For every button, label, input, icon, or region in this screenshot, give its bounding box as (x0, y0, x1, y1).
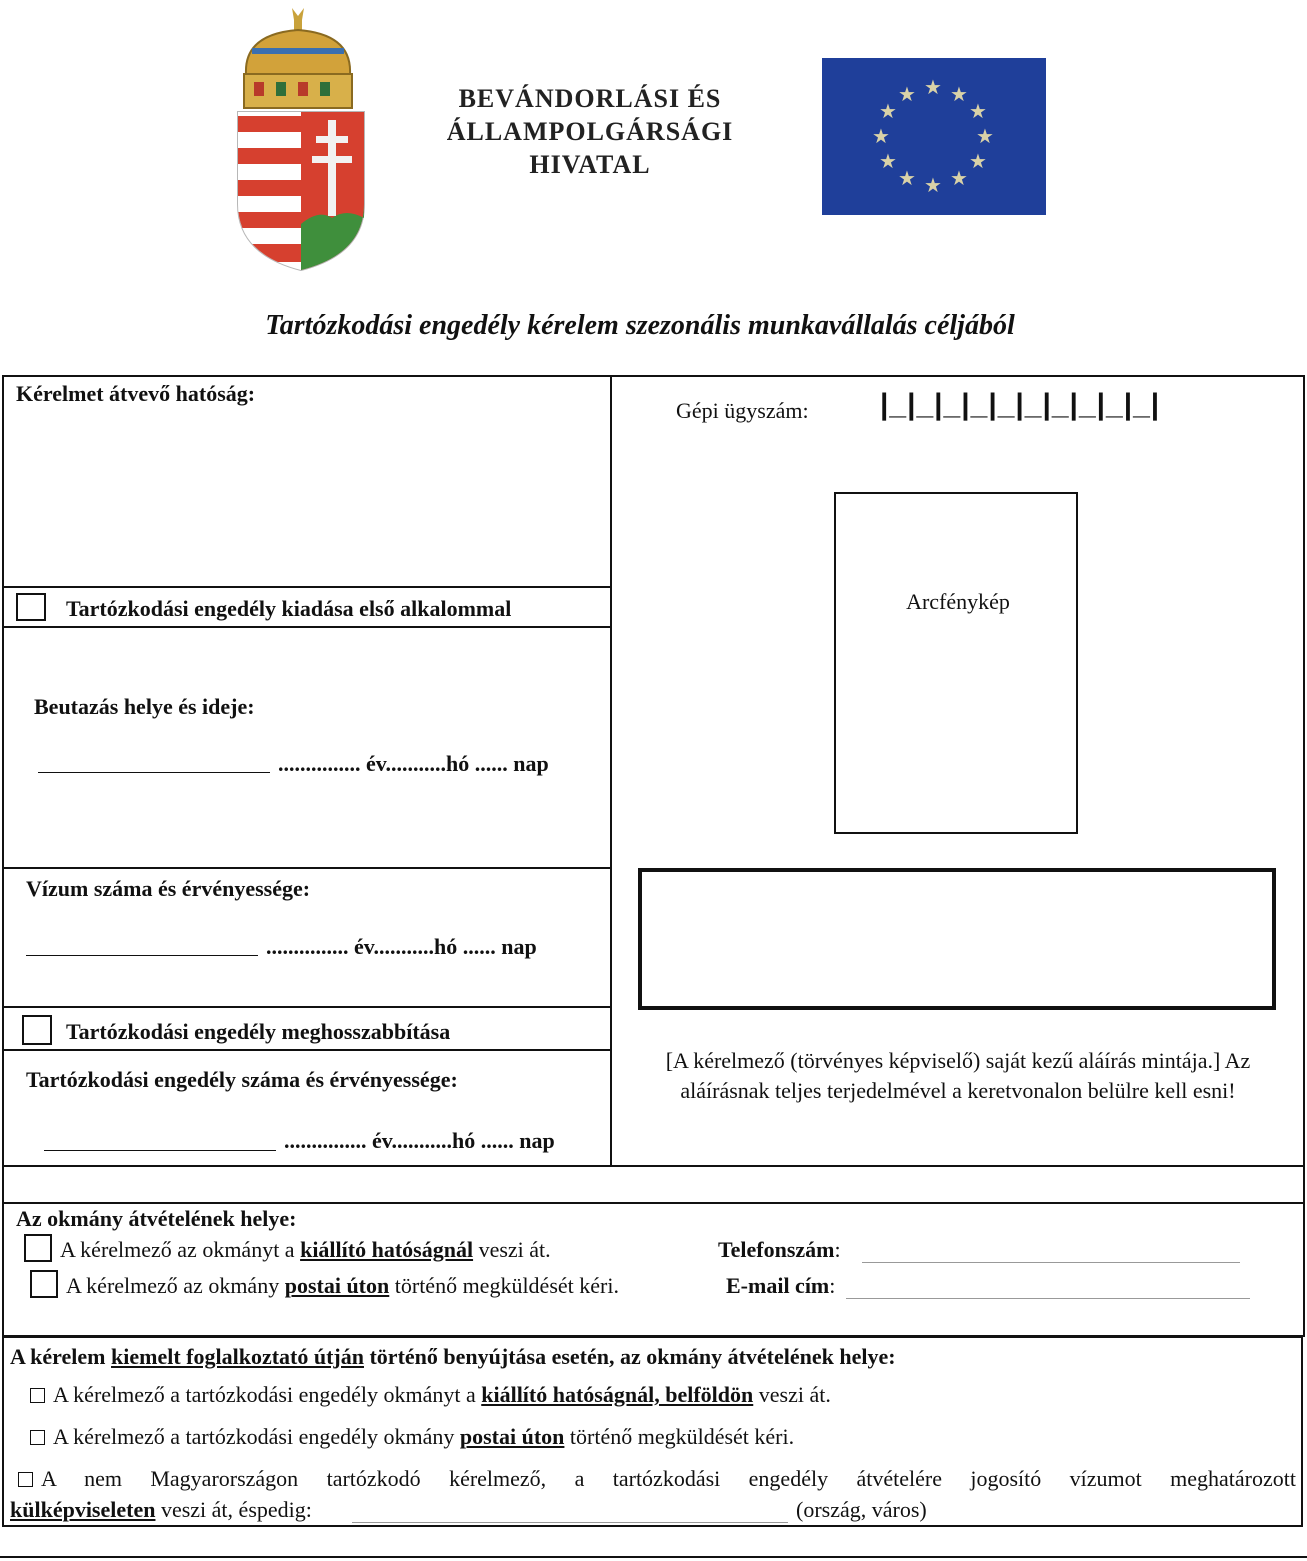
employer-authority-checkbox[interactable] (30, 1388, 45, 1403)
signature-box[interactable] (638, 868, 1276, 1010)
consulate-hint: (ország, város) (796, 1497, 927, 1522)
visa-number-field[interactable] (26, 955, 258, 956)
entry-place-field[interactable] (38, 772, 270, 773)
option-emphasis: kiállító hatóságnál, belföldön (481, 1382, 754, 1407)
svg-text:★: ★ (924, 75, 942, 99)
svg-text:★: ★ (898, 82, 916, 106)
employer-option-post (30, 1424, 794, 1450)
photo-box[interactable] (834, 492, 1078, 834)
option-text: történő megküldését kéri. (564, 1424, 795, 1449)
employer-option-consulate (18, 1466, 1296, 1492)
svg-text:★: ★ (898, 166, 916, 190)
svg-text:★: ★ (969, 149, 987, 173)
pickup-option-post (66, 1273, 619, 1299)
option-text: veszi át. (473, 1237, 551, 1262)
svg-text:★: ★ (976, 124, 994, 148)
divider (2, 1202, 1305, 1204)
employer-option-consulate-line2 (10, 1497, 312, 1523)
title-text: történő benyújtása esetén, az okmány átvételének helye: (363, 1344, 896, 1369)
employer-option-authority (30, 1382, 831, 1408)
phone-label (718, 1237, 841, 1263)
permit-number-field[interactable] (44, 1150, 276, 1151)
option-emphasis: kiállító hatóságnál (300, 1237, 474, 1262)
eu-flag-icon (822, 58, 1046, 215)
pickup-post-checkbox[interactable] (30, 1270, 58, 1298)
extension-checkbox[interactable] (22, 1015, 52, 1045)
option-text: A kérelmező az okmány (66, 1273, 285, 1298)
svg-text:★: ★ (879, 99, 897, 123)
option-text: A kérelmező az okmányt a (60, 1237, 301, 1262)
option-text: veszi át, éspedig: (155, 1497, 312, 1522)
employer-post-checkbox[interactable] (30, 1430, 45, 1445)
first-issue-checkbox[interactable] (16, 593, 46, 621)
option-emphasis: postai úton (284, 1273, 390, 1298)
entry-date-field[interactable]: ............... év...........hó ...... nap (278, 751, 549, 776)
coat-of-arms-icon (224, 4, 370, 272)
extension-label: Tartózkodási engedély meghosszabbítása (66, 1019, 451, 1044)
option-emphasis: postai úton (459, 1424, 565, 1449)
visa-date-field[interactable]: ............... év...........hó ...... nap (266, 934, 537, 959)
email-label-text: E-mail cím (726, 1273, 830, 1298)
employer-consulate-checkbox[interactable] (18, 1472, 33, 1487)
divider (2, 1165, 1305, 1167)
entry-label: Beutazás helye és ideje: (34, 694, 255, 719)
permit-date-field[interactable]: ............... év...........hó ...... nap (284, 1128, 555, 1153)
signature-note: [A kérelmező (törvényes képviselő) saját kezű aláírás mintája.] Az aláírásnak teljes terjedelmével a keretvonalon belülre kell esni! (665, 1048, 1251, 1103)
photo-label: Arcfénykép (906, 589, 1010, 614)
email-field[interactable] (846, 1298, 1250, 1299)
svg-text:★: ★ (969, 99, 987, 123)
option-text: A kérelmező a tartózkodási engedély okmányt a (53, 1382, 482, 1407)
pickup-option-authority (60, 1237, 551, 1263)
agency-line: HIVATAL (529, 150, 651, 179)
case-number-label: Gépi ügyszám: (676, 398, 809, 423)
agency-line: ÁLLAMPOLGÁRSÁGI (446, 117, 734, 146)
phone-colon: : (834, 1237, 841, 1262)
phone-label-text: Telefonszám (718, 1237, 835, 1262)
divider (2, 1049, 612, 1051)
svg-text:★: ★ (924, 173, 942, 197)
employer-title (10, 1344, 896, 1370)
first-issue-label: Tartózkodási engedély kiadása első alkalommal (66, 596, 512, 621)
title-text: A kérelem (10, 1344, 112, 1369)
option-text: A nem Magyarországon tartózkodó kérelmező, a tartózkodási engedély átvételére jogosító vízumot meghatározott (41, 1466, 1296, 1491)
option-text: A kérelmező a tartózkodási engedély okmány (53, 1424, 460, 1449)
case-number-boxes[interactable]: |_|_|_|_|_|_|_|_|_|_| (880, 388, 1161, 421)
svg-text:★: ★ (950, 82, 968, 106)
divider (2, 1006, 612, 1008)
option-text: veszi át. (753, 1382, 831, 1407)
agency-name (420, 82, 760, 181)
phone-field[interactable] (862, 1262, 1240, 1263)
permit-label: Tartózkodási engedély száma és érvényessége: (26, 1067, 458, 1092)
svg-text:★: ★ (950, 166, 968, 190)
option-text: történő megküldését kéri. (389, 1273, 619, 1298)
svg-text:★: ★ (879, 149, 897, 173)
divider (2, 867, 612, 869)
divider (2, 586, 612, 588)
agency-line: BEVÁNDORLÁSI ÉS (458, 84, 722, 113)
form-frame (2, 375, 1305, 1337)
consulate-field[interactable] (352, 1522, 788, 1523)
email-label (726, 1273, 835, 1299)
title-emphasis: kiemelt foglalkoztató útján (111, 1344, 364, 1369)
authority-label: Kérelmet átvevő hatóság: (16, 381, 256, 406)
bottom-rule (0, 1556, 1307, 1558)
divider (2, 626, 612, 628)
pickup-title: Az okmány átvételének helye: (16, 1206, 297, 1231)
svg-text:★: ★ (872, 124, 890, 148)
email-colon: : (829, 1273, 836, 1298)
pickup-authority-checkbox[interactable] (24, 1234, 52, 1262)
visa-label: Vízum száma és érvényessége: (26, 876, 311, 901)
option-emphasis: külképviseleten (10, 1497, 156, 1522)
form-title: Tartózkodási engedély kérelem szezonális munkavállalás céljából (265, 310, 1015, 341)
